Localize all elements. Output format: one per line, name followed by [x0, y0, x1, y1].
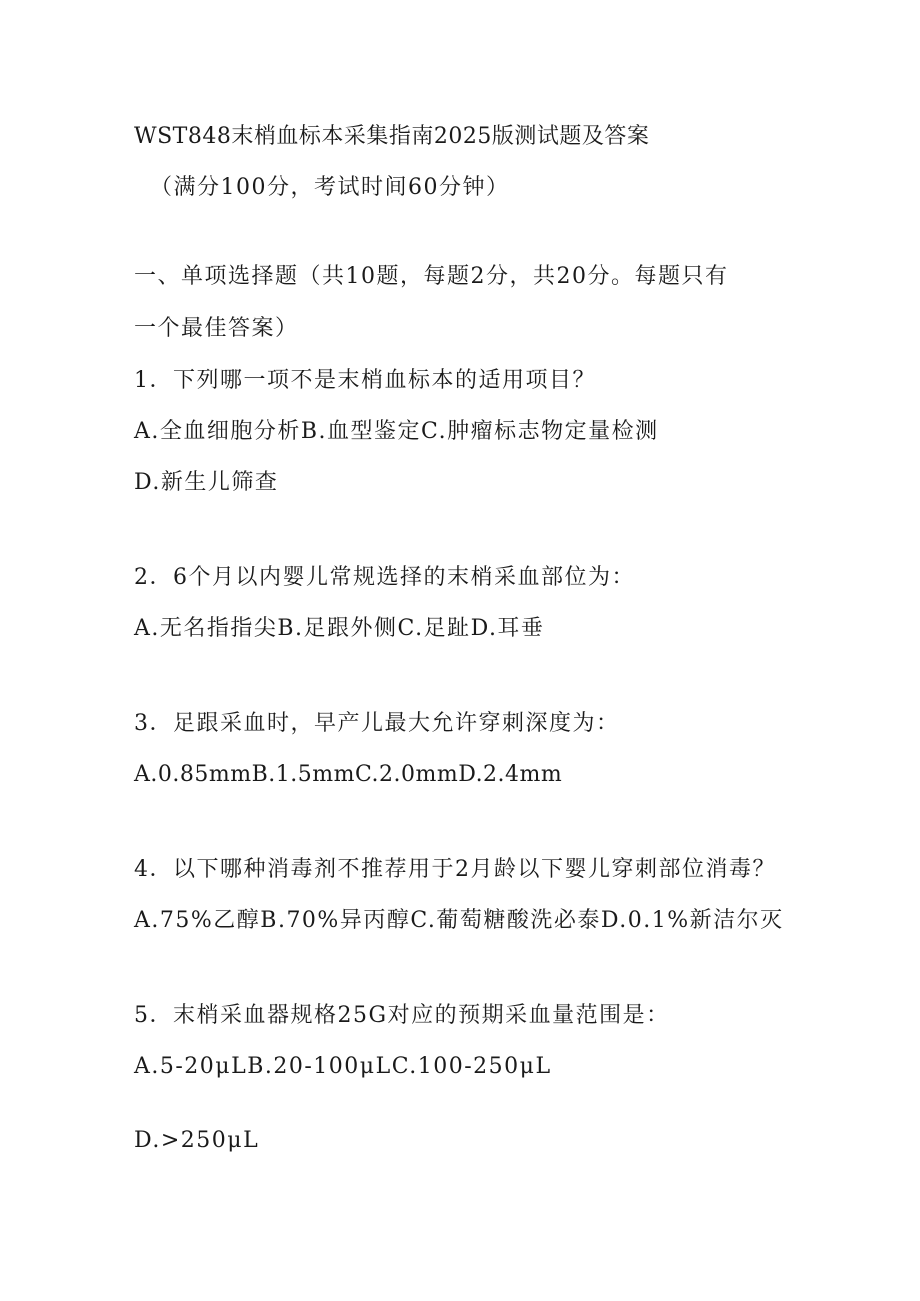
document-subtitle: （满分100分，考试时间60分钟）	[150, 175, 510, 200]
question-2-stem: 2．6个月以内婴儿常规选择的末梢采血部位为：	[134, 565, 635, 590]
question-3-options: A.0.85mmB.1.5mmC.2.0mmD.2.4mm	[134, 762, 563, 787]
question-5-options: A.5-20μLB.20-100μLC.100-250μL	[134, 1054, 552, 1079]
document-title: WST848末梢血标本采集指南2025版测试题及答案	[134, 124, 650, 149]
question-4-options: A.75%乙醇B.70%异丙醇C.葡萄糖酸洗必泰D.0.1%新洁尔灭	[134, 908, 784, 933]
question-3-stem: 3．足跟采血时，早产儿最大允许穿刺深度为：	[134, 711, 620, 736]
question-1-options-continued: D.新生儿筛查	[134, 470, 279, 495]
question-4-stem: 4．以下哪种消毒剂不推荐用于2月龄以下婴儿穿刺部位消毒？	[134, 857, 776, 882]
section-heading-continued: 一个最佳答案）	[134, 316, 299, 341]
question-1-options: A.全血细胞分析B.血型鉴定C.肿瘤标志物定量检测	[134, 419, 659, 444]
question-5-options-continued: D.>250μL	[134, 1128, 260, 1153]
section-heading: 一、单项选择题（共10题，每题2分，共20分。每题只有	[134, 264, 729, 289]
question-2-options: A.无名指指尖B.足跟外侧C.足趾D.耳垂	[134, 616, 545, 641]
question-5-stem: 5．末梢采血器规格25G对应的预期采血量范围是：	[134, 1003, 670, 1028]
question-1-stem: 1．下列哪一项不是末梢血标本的适用项目？	[134, 368, 596, 393]
